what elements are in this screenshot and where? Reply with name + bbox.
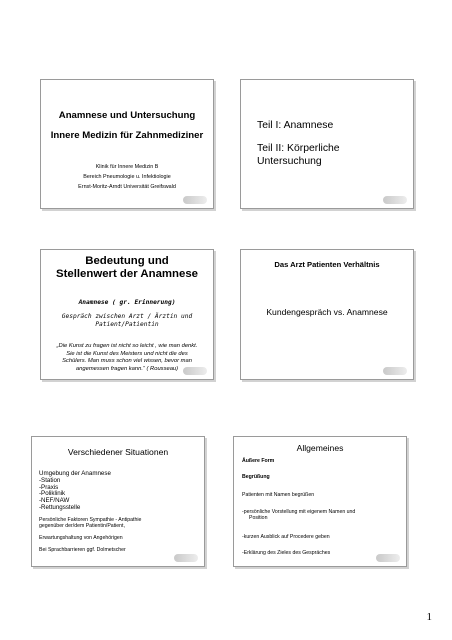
outline-item-1: Teil I: Anamnese [257, 120, 334, 131]
quote [49, 343, 205, 373]
heading-line-1: Bedeutung und [85, 255, 169, 267]
heading-line-2: Stellenwert der Anamnese [55, 268, 198, 280]
slide-heading: Verschiedener Situationen [67, 447, 169, 457]
slide-title-line-2: Innere Medizin für Zahnmediziner [50, 130, 204, 141]
slide-heading: Das Arzt Patienten Verhältnis [274, 260, 380, 269]
quote-line-4: angemessen fragen kann.“ ( Rousseau) [75, 365, 179, 372]
definition-line-1: Gespräch zwischen Arzt / Ärztin und [61, 313, 193, 320]
slide-outline [240, 79, 414, 209]
introduction-line-2: Position [249, 515, 268, 522]
slide-text: Kundengespräch vs. Anamnese [266, 307, 388, 317]
environment-heading: Umgebung der Anamnese [39, 470, 111, 477]
list-item: -Poliklinik [39, 490, 66, 498]
introduction [242, 509, 355, 522]
form-label: Äußere Form [242, 458, 275, 464]
introduction-line-1: -persönliche Vorstellung mit eigenem Namen und [242, 509, 356, 515]
language-barrier: Bei Sprachbarrieren ggf. Dolmetscher [39, 547, 126, 553]
list-item: -Rettungsstelle [39, 503, 81, 511]
logo-icon [383, 367, 407, 375]
logo-icon [174, 554, 198, 562]
outline-item-2: Teil II: Körperliche Untersuchung [257, 143, 340, 167]
environment-list [39, 478, 80, 512]
logo-icon [383, 196, 407, 204]
list-item: -Praxis [39, 483, 59, 491]
slide-relationship [240, 249, 414, 380]
slide-heading [41, 255, 213, 281]
list-item: -NEF/NAW [39, 497, 70, 505]
page-number: 1 [426, 611, 432, 623]
list-item: -Station [39, 477, 61, 484]
personal-factors-line-2: gegenüber der/dem Patientin/Patient, [39, 523, 125, 530]
logo-icon [183, 367, 207, 375]
slide-title-line-1: Anamnese und Untersuchung [58, 110, 196, 121]
clinic-name: Klinik für Innere Medizin B [95, 164, 159, 170]
department-name: Bereich Pneumologie u. Infektiologie [83, 174, 171, 180]
logo-icon [183, 196, 207, 204]
university-name: Ernst-Moritz-Arndt Universität Greifswald [78, 184, 176, 190]
personal-factors-line-1: Persönliche Faktoren Sympathie - Antipathie [39, 517, 142, 523]
quote-line-3: Schülers. Man muss schon viel wissen, bevor man [62, 358, 192, 365]
quote-line-1: „Die Kunst zu fragen ist nicht so leicht , wie man denkt. [56, 343, 198, 349]
slide-general [233, 436, 407, 567]
slide-situations [31, 436, 205, 567]
quote-line-2: Sie ist die Kunst des Meisters und nicht die des [66, 350, 188, 357]
goal-text: -Erklärung des Zieles des Gespräches [242, 550, 331, 556]
relatives-expectation: Erwartungshaltung von Angehörigen [39, 535, 123, 541]
slide-heading: Allgemeines [296, 443, 344, 453]
definition-line-2: Patient/Patientin [95, 321, 159, 328]
outlook-text: -kurzen Ausblick auf Procedere geben [242, 534, 330, 540]
greeting-text: Patienten mit Namen begrüßen [242, 492, 315, 498]
logo-icon [376, 554, 400, 562]
slide-title [40, 79, 214, 209]
definition-term: Anamnese ( gr. Erinnerung) [78, 299, 176, 306]
personal-factors [39, 517, 141, 529]
slide-meaning [40, 249, 214, 380]
definition-text [51, 313, 203, 329]
greeting-label: Begrüßung [242, 474, 270, 480]
